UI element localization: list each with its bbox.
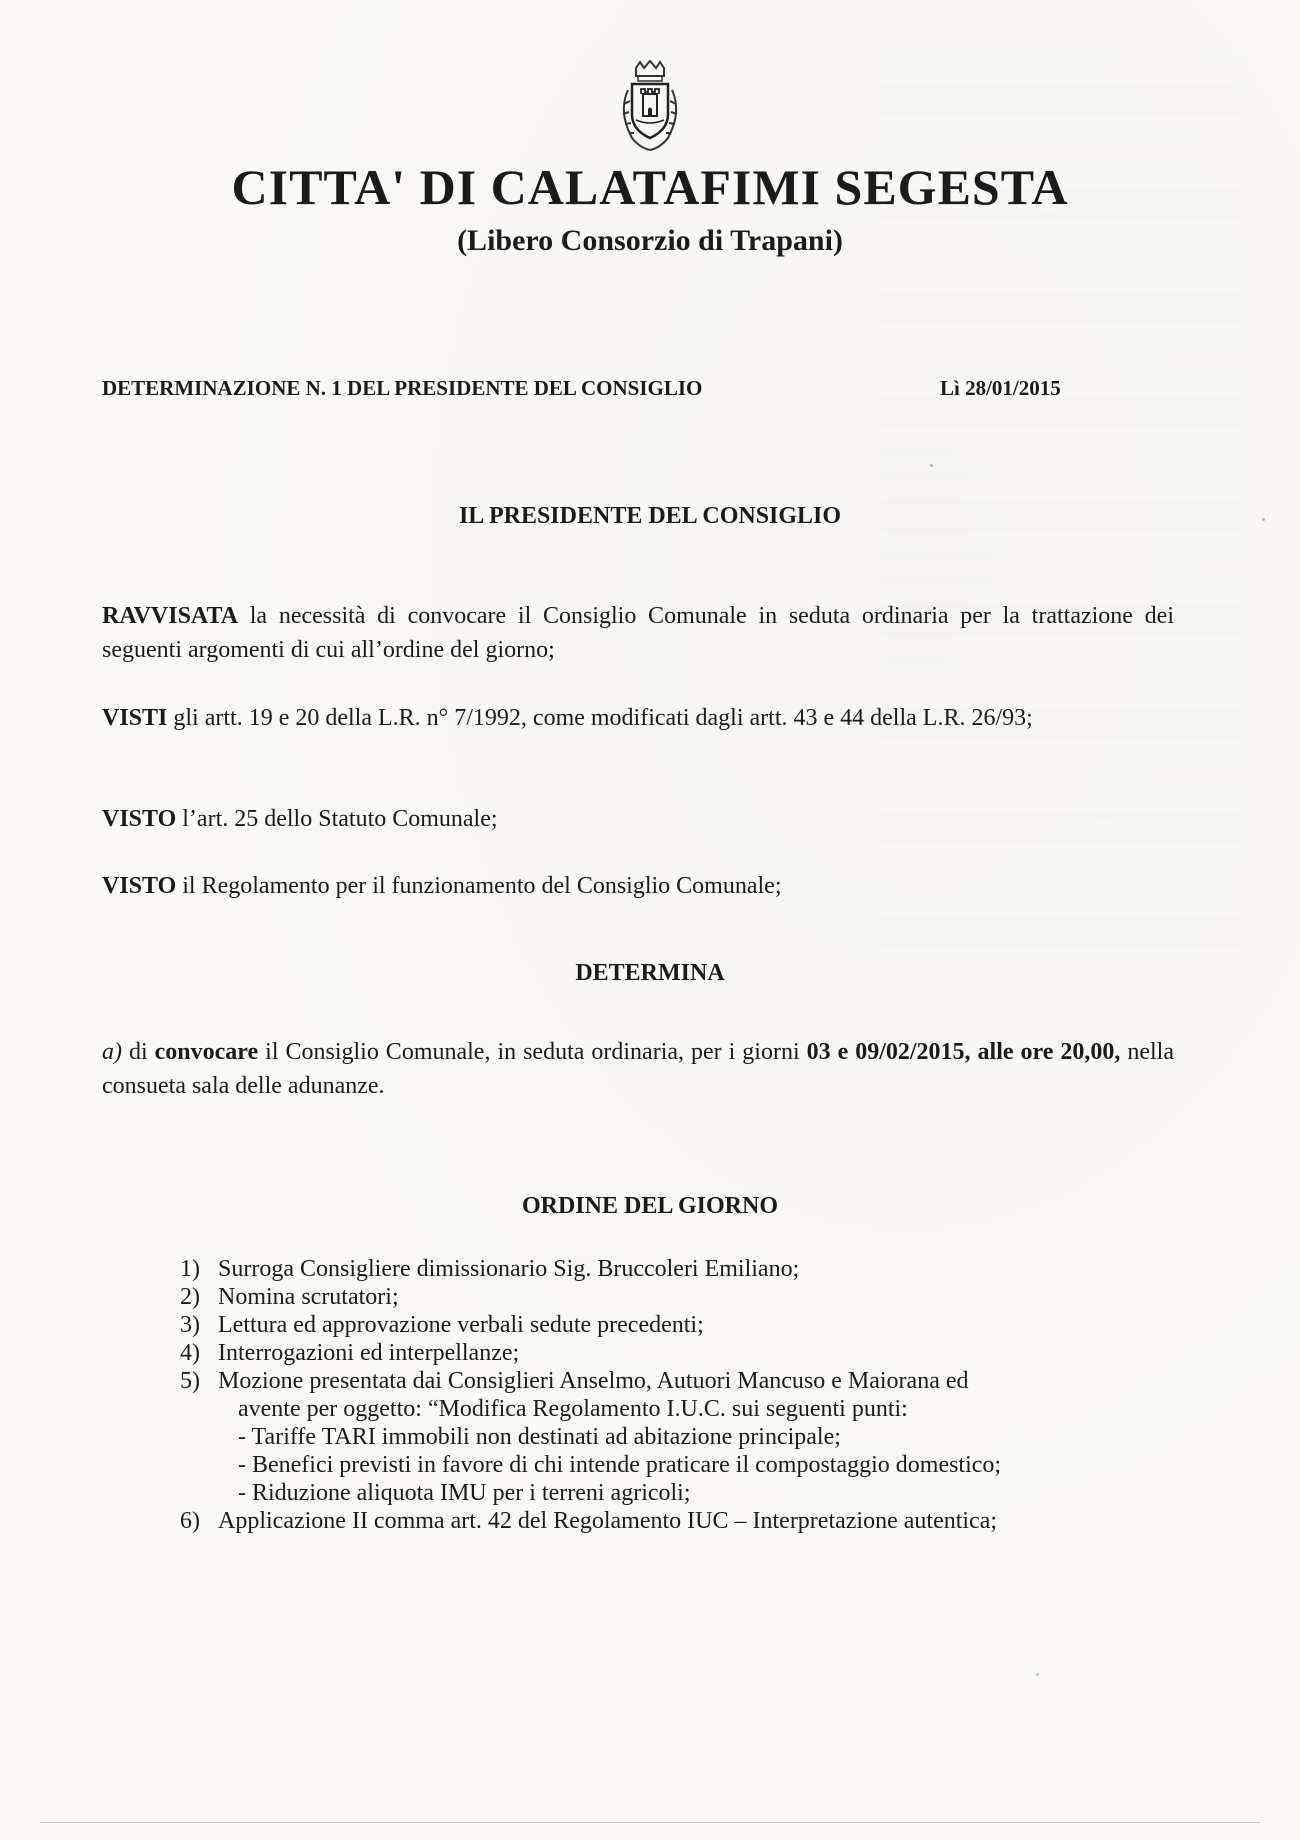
consortium-subtitle: (Libero Consorzio di Trapani): [457, 224, 843, 257]
ravvisata-text: la necessità di convocare il Consiglio Comunale in seduta ordinaria per la trattazione dei seguenti argomenti di cui all’ordine del giorno;: [102, 603, 1174, 663]
agenda-item-number: 4): [180, 1340, 200, 1366]
determina-heading: DETERMINA: [575, 960, 725, 986]
paper-speck: [1036, 1673, 1039, 1676]
agenda-item-text: Nomina scrutatori;: [218, 1284, 399, 1310]
city-coat-of-arms-icon: [612, 60, 688, 156]
page-edge: [40, 1822, 1260, 1823]
agenda-item-number: 6): [180, 1508, 200, 1534]
visti-paragraph: [102, 701, 1174, 735]
visto-regolamento-text: il Regolamento per il funzionamento del Consiglio Comunale;: [176, 873, 782, 899]
paper-speck: [1262, 518, 1265, 521]
agenda-heading: ORDINE DEL GIORNO: [521, 1193, 779, 1219]
determination-title: DETERMINAZIONE N. 1 DEL PRESIDENTE DEL CONSIGLIO: [102, 376, 703, 400]
agenda-item-text: Lettura ed approvazione verbali sedute precedenti;: [218, 1312, 704, 1338]
agenda-item: [180, 1255, 1180, 1283]
visti-lead: VISTI: [102, 705, 168, 731]
agenda-item: [180, 1311, 1180, 1339]
agenda-list: [180, 1255, 1180, 1535]
determination-date: Lì 28/01/2015: [940, 376, 1061, 400]
paper-speck: [930, 464, 933, 467]
agenda-subpoint: - Tariffe TARI immobili non destinati ad abitazione principale;: [238, 1424, 841, 1450]
agenda-item-number: 2): [180, 1284, 200, 1310]
agenda-item: [180, 1507, 1180, 1535]
agenda-subpoint: - Riduzione aliquota IMU per i terreni agricoli;: [238, 1480, 691, 1506]
agenda-item-number: 5): [180, 1368, 200, 1394]
decision-dates: 03 e 09/02/2015, alle ore 20,00,: [806, 1039, 1121, 1065]
visto-statuto-text: l’art. 25 dello Statuto Comunale;: [176, 806, 498, 832]
agenda-item-number: 1): [180, 1256, 200, 1282]
decision-convocare: convocare: [154, 1039, 259, 1065]
agenda-item-text: Surroga Consigliere dimissionario Sig. Bruccoleri Emiliano;: [218, 1256, 800, 1282]
ravvisata-lead: RAVVISATA: [102, 603, 239, 629]
ravvisata-paragraph: [102, 599, 1174, 667]
decision-text-1: di: [122, 1039, 155, 1065]
visto-statuto-paragraph: [102, 802, 1174, 836]
visto-regolamento-paragraph: [102, 869, 1174, 903]
agenda-item: [180, 1283, 1180, 1311]
agenda-subpoint: - Benefici previsti in favore di chi intende praticare il compostaggio domestico;: [238, 1452, 1002, 1478]
president-heading: IL PRESIDENTE DEL CONSIGLIO: [458, 503, 842, 529]
decision-text-3: nella consueta sala delle adunanze.: [102, 1039, 1174, 1099]
decision-text-2: il Consiglio Comunale, in seduta ordinaria, per i giorni: [258, 1039, 807, 1065]
visti-text: gli artt. 19 e 20 della L.R. n° 7/1992, come modificati dagli artt. 43 e 44 della L.R. 26/93;: [167, 705, 1033, 731]
decision-letter: a): [102, 1039, 122, 1065]
decision-paragraph: [102, 1035, 1174, 1103]
agenda-item-text: Applicazione II comma art. 42 del Regolamento IUC – Interpretazione autentica;: [218, 1508, 998, 1534]
agenda-item: [180, 1339, 1180, 1367]
visto-statuto-lead: VISTO: [102, 806, 177, 832]
visto-regolamento-lead: VISTO: [102, 873, 177, 899]
agenda-item: [180, 1367, 1180, 1507]
agenda-item-text: Interrogazioni ed interpellanze;: [218, 1340, 520, 1366]
city-title: CITTA' DI CALATAFIMI SEGESTA: [231, 159, 1069, 215]
agenda-item-number: 3): [180, 1312, 200, 1338]
agenda-item-continuation: avente per oggetto: “Modifica Regolamento I.U.C. sui seguenti punti:: [238, 1396, 908, 1422]
agenda-item-text: Mozione presentata dai Consiglieri Anselmo, Autuori Mancuso e Maiorana ed: [218, 1368, 969, 1394]
